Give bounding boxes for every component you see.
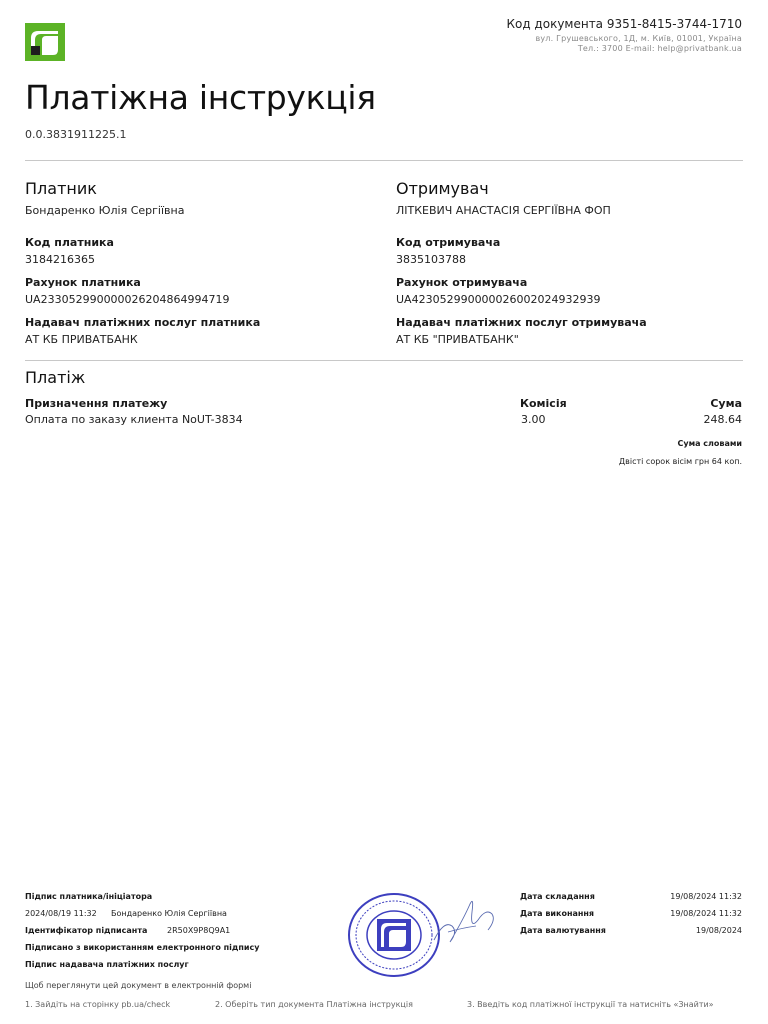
amount-words: Двісті сорок вісім грн 64 коп. (618, 457, 742, 466)
signer-id-label: Ідентифікатор підписанта (25, 926, 148, 935)
recipient-heading: Отримувач (396, 179, 489, 198)
bank-stamp (346, 891, 442, 979)
step-2: 2. Оберіть тип документа Платіжна інструкція (215, 1000, 413, 1009)
signature-name: Бондаренко Юлія Сергіївна (111, 909, 227, 918)
date-executed: 19/08/2024 11:32 (670, 909, 742, 918)
signature-label: Підпис платника/ініціатора (25, 892, 153, 901)
recipient-account-label: Рахунок отримувача (396, 276, 528, 289)
recipient-name: ЛІТКЕВИЧ АНАСТАСІЯ СЕРГІЇВНА ФОП (396, 204, 611, 217)
commission-label: Комісія (520, 397, 567, 410)
bank-contacts: Тел.: 3700 E-mail: help@privatbank.ua (577, 44, 742, 53)
page-title: Платіжна інструкція (25, 78, 376, 117)
recipient-provider: АТ КБ "ПРИВАТБАНК" (396, 333, 519, 346)
commission-value: 3.00 (521, 413, 546, 426)
amount-words-label: Сума словами (677, 439, 742, 448)
recipient-code-label: Код отримувача (396, 236, 501, 249)
date-value: 19/08/2024 (695, 926, 742, 935)
payer-code-label: Код платника (25, 236, 114, 249)
divider (25, 360, 743, 361)
recipient-code: 3835103788 (396, 253, 466, 266)
payer-code: 3184216365 (25, 253, 95, 266)
date-created: 19/08/2024 11:32 (670, 892, 742, 901)
bank-address: вул. Грушевського, 1Д, м. Київ, 01001, Україна (535, 34, 742, 43)
signer-id: 2R50X9P8Q9A1 (167, 926, 231, 935)
payer-heading: Платник (25, 179, 97, 198)
recipient-account: UA423052990000026002024932939 (396, 293, 601, 306)
amount-value: 248.64 (703, 413, 742, 426)
payer-account: UA233052990000026204864994719 (25, 293, 230, 306)
signed-with-note: Підписано з використанням електронного підпису (25, 943, 260, 952)
purpose-value: Оплата по заказу клиента NoUT-3834 (25, 413, 243, 426)
payer-account-label: Рахунок платника (25, 276, 141, 289)
step-1: 1. Зайдіть на сторінку pb.ua/check (25, 1000, 171, 1009)
payment-heading: Платіж (25, 368, 86, 387)
recipient-provider-label: Надавач платіжних послуг отримувача (396, 316, 647, 329)
purpose-label: Призначення платежу (25, 397, 168, 410)
step-3: 3. Введіть код платіжної інструкції та натисніть «Знайти» (467, 1000, 714, 1009)
privatbank-logo (25, 23, 65, 61)
document-number: 0.0.3831911225.1 (25, 128, 127, 141)
amount-label: Сума (710, 397, 742, 410)
date-value-label: Дата валютування (520, 926, 606, 935)
divider (25, 160, 743, 161)
date-executed-label: Дата виконання (520, 909, 595, 918)
header-info (506, 17, 742, 54)
provider-signature-label: Підпис надавача платіжних послуг (25, 960, 189, 969)
date-created-label: Дата складання (520, 892, 595, 901)
handwritten-signature (430, 890, 510, 950)
document-code: Код документа 9351-8415-3744-1710 (506, 17, 742, 31)
signature-datetime: 2024/08/19 11:32 (25, 909, 97, 918)
payer-provider-label: Надавач платіжних послуг платника (25, 316, 261, 329)
view-hint: Щоб переглянути цей документ в електронній формі (25, 981, 252, 990)
payer-provider: АТ КБ ПРИВАТБАНК (25, 333, 138, 346)
payer-name: Бондаренко Юлія Сергіївна (25, 204, 185, 217)
